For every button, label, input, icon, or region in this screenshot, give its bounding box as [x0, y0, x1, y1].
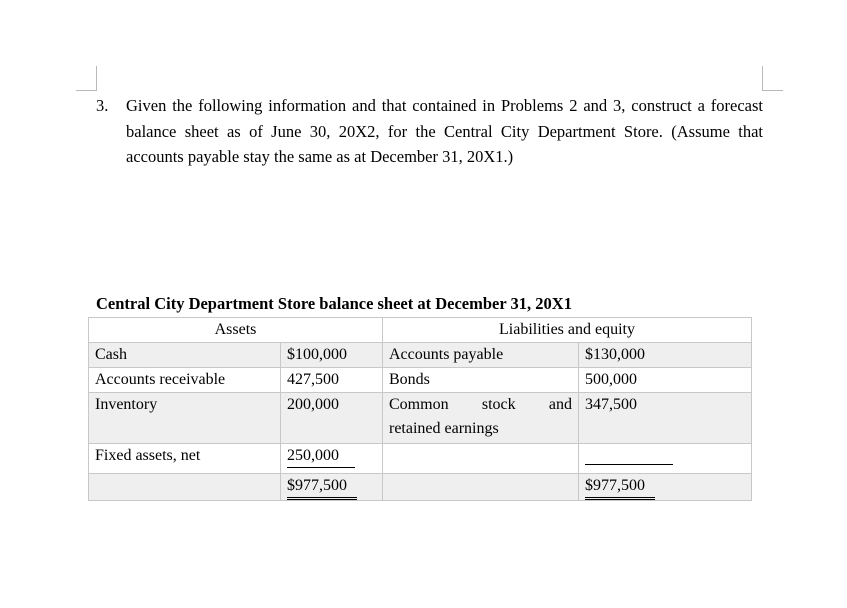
- asset-label-cash: Cash: [89, 343, 281, 368]
- table-header-row: [89, 318, 752, 343]
- liab-subtotal-line: [585, 444, 673, 465]
- liab-label-common-stock-line1: Common stock and: [389, 396, 572, 413]
- problem-statement: [96, 93, 763, 170]
- liab-label-common-stock-line2: retained earnings: [389, 420, 499, 437]
- liab-label-accounts-payable: Accounts payable: [383, 343, 579, 368]
- liab-value-empty-cell: [579, 444, 752, 474]
- asset-value-fixed-assets-cell: [281, 444, 383, 474]
- totals-label-empty: [89, 474, 281, 501]
- asset-label-receivable: Accounts receivable: [89, 368, 281, 393]
- table-row: [89, 444, 752, 474]
- liabilities-header: Liabilities and equity: [383, 318, 752, 343]
- problem-text: Given the following information and that contained in Problems 2 and 3, construct a forecast balance sheet as of June 30, 20X2, for the Central City Department Store. (Assume that accounts payable stay the same as at December 31, 20X1.): [126, 96, 763, 166]
- page-corner-mark-right: [762, 66, 783, 91]
- asset-value-inventory: 200,000: [281, 393, 383, 444]
- liabilities-total-cell: [579, 474, 752, 501]
- liab-label-empty: [383, 444, 579, 474]
- assets-total: $977,500: [287, 475, 357, 500]
- asset-label-inventory: Inventory: [89, 393, 281, 444]
- liab-value-common-stock: 347,500: [579, 393, 752, 444]
- asset-value-receivable: 427,500: [281, 368, 383, 393]
- table-row: [89, 343, 752, 368]
- page-corner-mark-left: [76, 66, 97, 91]
- balance-sheet-table: [88, 317, 752, 501]
- table-row: [89, 368, 752, 393]
- liabilities-total: $977,500: [585, 475, 655, 500]
- table-row: [89, 393, 752, 444]
- liab-value-bonds: 500,000: [579, 368, 752, 393]
- assets-total-cell: [281, 474, 383, 501]
- liab-label-common-stock: [383, 393, 579, 444]
- assets-header: Assets: [89, 318, 383, 343]
- problem-number: 3.: [96, 96, 109, 115]
- balance-sheet-title: Central City Department Store balance sheet at December 31, 20X1: [96, 294, 572, 313]
- asset-value-cash: $100,000: [281, 343, 383, 368]
- asset-value-fixed-assets: 250,000: [287, 445, 355, 468]
- liab-label-bonds: Bonds: [383, 368, 579, 393]
- liab-value-accounts-payable: $130,000: [579, 343, 752, 368]
- asset-label-fixed-assets: Fixed assets, net: [89, 444, 281, 474]
- totals-row: [89, 474, 752, 501]
- totals-liab-label-empty: [383, 474, 579, 501]
